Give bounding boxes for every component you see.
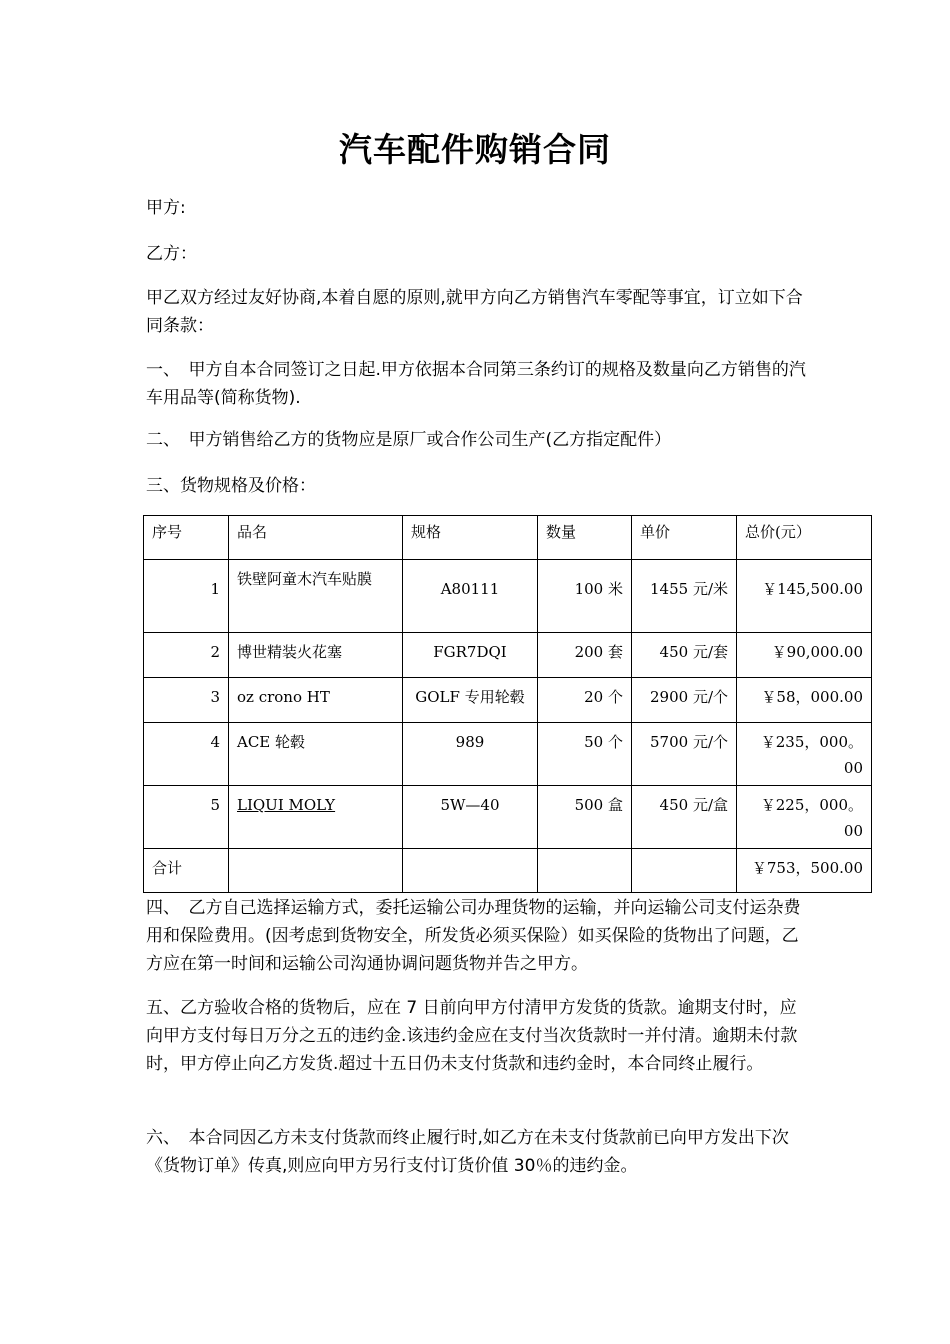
party-b: 乙方：: [146, 244, 197, 264]
cell-spec: 989: [403, 723, 538, 786]
table-row: [144, 678, 872, 723]
goods-table: [143, 515, 872, 893]
cell-no: 3: [144, 678, 229, 723]
cell-qty: 20 个: [538, 678, 632, 723]
cell-total: ￥58，000.00: [737, 678, 872, 723]
header-qty: 数量: [538, 516, 632, 560]
cell-qty: 200 套: [538, 633, 632, 678]
intro-paragraph: 甲乙双方经过友好协商,本着自愿的原则,就甲方向乙方销售汽车零配等事宜，订立如下合同条款：: [146, 288, 803, 336]
cell-total: ￥90,000.00: [737, 633, 872, 678]
cell-no: 5: [144, 786, 229, 849]
cell-total: ￥145,500.00: [737, 560, 872, 633]
cell-name: 铁壁阿童木汽车贴膜: [229, 560, 403, 633]
table-row: [144, 633, 872, 678]
header-no: 序号: [144, 516, 229, 560]
cell-total: ￥235，000。00: [737, 723, 872, 786]
table-row: [144, 560, 872, 633]
table-row: [144, 786, 872, 849]
cell-name: [229, 786, 403, 849]
table-sum-row: [144, 849, 872, 893]
sum-empty: [538, 849, 632, 893]
cell-spec: 5W—40: [403, 786, 538, 849]
product-link[interactable]: LIQUI MOLY: [237, 796, 336, 814]
cell-no: 4: [144, 723, 229, 786]
table-row: [144, 723, 872, 786]
cell-name: oz crono HT: [229, 678, 403, 723]
cell-no: 2: [144, 633, 229, 678]
cell-spec: FGR7DQI: [403, 633, 538, 678]
header-spec: 规格: [403, 516, 538, 560]
cell-price: 5700 元/个: [632, 723, 737, 786]
cell-price: 450 元/盒: [632, 786, 737, 849]
clause-1: 一、 甲方自本合同签订之日起.甲方依据本合同第三条约订的规格及数量向乙方销售的汽车用品等(简称货物).: [146, 360, 806, 408]
cell-spec: A80111: [403, 560, 538, 633]
cell-price: 1455 元/米: [632, 560, 737, 633]
cell-qty: 500 盒: [538, 786, 632, 849]
sum-total: ￥753，500.00: [737, 849, 872, 893]
cell-qty: 100 米: [538, 560, 632, 633]
sum-empty: [632, 849, 737, 893]
cell-no: 1: [144, 560, 229, 633]
sum-empty: [229, 849, 403, 893]
clause-4: 四、 乙方自己选择运输方式，委托运输公司办理货物的运输，并向运输公司支付运杂费用和保险费用。(因考虑到货物安全，所发货必须买保险）如买保险的货物出了问题，乙方应在第一时间和运输公司沟通协调问题货物并告之甲方。: [146, 898, 801, 974]
cell-name: 博世精装火花塞: [229, 633, 403, 678]
cell-price: 450 元/套: [632, 633, 737, 678]
sum-empty: [403, 849, 538, 893]
party-a: 甲方:: [146, 198, 186, 218]
clause-3: 三、货物规格及价格：: [146, 476, 316, 496]
clause-6: 六、 本合同因乙方未支付货款而终止履行时,如乙方在未支付货款前已向甲方发出下次《货物订单》传真,则应向甲方另行支付订货价值 30％的违约金。: [146, 1128, 789, 1176]
cell-price: 2900 元/个: [632, 678, 737, 723]
cell-qty: 50 个: [538, 723, 632, 786]
table-header-row: [144, 516, 872, 560]
cell-spec: GOLF 专用轮毂: [403, 678, 538, 723]
header-name: 品名: [229, 516, 403, 560]
sum-label: 合计: [144, 849, 229, 893]
clause-2: 二、 甲方销售给乙方的货物应是原厂或合作公司生产(乙方指定配件）: [146, 430, 672, 450]
header-price: 单价: [632, 516, 737, 560]
header-total: 总价(元）: [737, 516, 872, 560]
clause-5: 五、乙方验收合格的货物后，应在 7 日前向甲方付清甲方发货的货款。逾期支付时，应向甲方支付每日万分之五的违约金.该违约金应在支付当次货款时一并付清。逾期未付款时，甲方停止向乙方发货.超过十五日仍未支付货款和违约金时，本合同终止履行。: [146, 998, 798, 1074]
page-title: 汽车配件购销合同: [339, 130, 611, 169]
cell-name: ACE 轮毂: [229, 723, 403, 786]
cell-total: ￥225，000。00: [737, 786, 872, 849]
